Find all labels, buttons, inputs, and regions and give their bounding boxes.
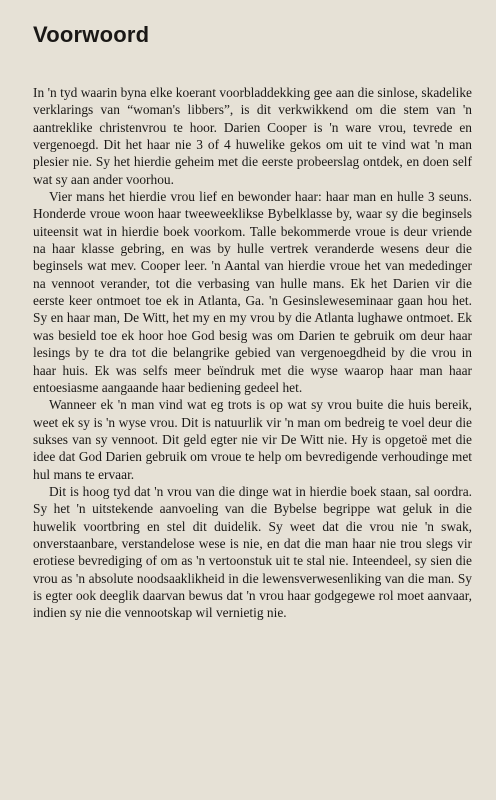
page-title: Voorwoord (33, 22, 150, 47)
paragraph-2: Vier mans het hierdie vrou lief en bewonder haar: haar man en hulle 3 seuns. Honderde vroue woon haar tweeweeklikse Bybelklasse by, waar sy die beginsels uiteensit wat in hierdie boek voorkom. Talle bekommerde vroue is deur vriende na haar klasse gebring, en was by hulle vertrek veranderde wesens deur die beginsels wat mev. Cooper leer. 'n Aantal van hierdie vroue het van mededinger na vennoot verander, tot die verbasing van hulle mans. Ek het Darien vir die eerste keer ontmoet toe ek in Atlanta, Ga. 'n Gesinsleweseminaar gaan hou het. Sy en haar man, De Witt, het my en my vrou by die Atlanta lughawe ontmoet. Ek was besield toe ek hoor hoe God besig was om Darien te gebruik om deur haar lesings by te dra tot die belangrike gebied van vergenoegdheid by die vrou in haar huis. Ek was selfs meer beïndruk met die wyse waarop haar man haar entoesiasme aangaande haar bediening gedeel het. (33, 189, 472, 395)
paragraph-1: In 'n tyd waarin byna elke koerant voorbladdekking gee aan die sinlose, skadelike verklarings van “woman's libbers”, is dit verkwikkend om die stem van 'n aantreklike christenvrou te hoor. Darien Cooper is 'n ware vrou, tevrede en vergenoegd. Dit het haar nie 3 of 4 huwelike gekos om uit te vind wat 'n man plesier nie. Sy het hierdie geheim met die eerste probeerslag ontdek, en doen self wat sy aan ander voorhou. (33, 85, 472, 187)
paragraph-4: Dit is hoog tyd dat 'n vrou van die dinge wat in hierdie boek staan, sal oordra. Sy het 'n uitstekende aanvoeling van die Bybelse begrippe wat geluk in die huwelik voortbring en stel dit duidelik. Sy weet dat die vrou nie 'n swak, onverstaanbare, verstandelose wese is nie, en dat die man haar nie trou slegs vir erotiese bevrediging of om as 'n vertoonstuk uit te stal nie. Inteendeel, sy sien die vrou as 'n absolute noodsaaklikheid in die lewensverwesenliking van die man. Sy is egter ook deeglik daarvan bewus dat 'n vrou haar godgegewe rol moet aanvaar, indien sy nie die vennootskap wil vernietig nie. (33, 483, 472, 621)
paragraph-3: Wanneer ek 'n man vind wat eg trots is op wat sy vrou buite die huis bereik, weet ek sy is 'n wyse vrou. Dit is natuurlik vir 'n man om bedreig te voel deur die sukses van sy vennoot. Dit geld egter nie vir De Witt nie. Hy is opgetoë met die idee dat God Darien gebruik om vroue te help om bevredigende verhoudinge met hul mans te ervaar. (33, 397, 472, 482)
